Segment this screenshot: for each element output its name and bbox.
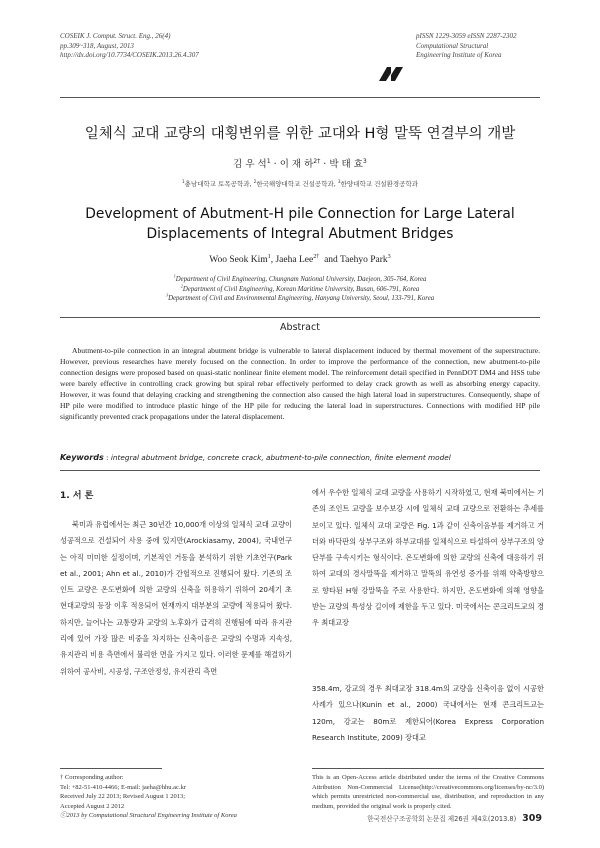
- corresponding-author-footnote: † Corresponding author: Tel: +82-51-410-4466; E-mail: jaeha@hhu.ac.kr Received July 22 2013; Revised August 1 2013; Accepted August 2 2012 ⓒ2013 by Computational Structural Engineering Institute of Korea: [60, 774, 237, 819]
- journal-logo-icon: [378, 66, 404, 82]
- body-right-column: 에서 우수한 일체식 교대 교량을 사용하기 시작하였고, 현재 북미에서는 기존의 조인트 교량을 보수보강 시에 일체식 교대 교량으로 전환하는 추세를 보이고 있다. 일체식 교대 교량은 Fig. 1과 같이 신축이음부를 제거하고 거더와 바닥판의 상부구조와 하부교대를 일체식으로 타설하여 상부구조의 양단부를 구속시키는 형식이다. 온도변화에 의한 교량의 신축에 대응하기 위하여 교대의 경사말뚝을 제거하고 말뚝의 유연성 증가를 위해 약축방향으로 향타된 H형 강말뚝을 주로 사용한다. 하지만, 온도변화에 의해 영향을 받는 교량의 특성상 길이에 제한을 두고 있다. 미국에서는 콘크리트교의 경우 최대교장: [312, 488, 544, 628]
- footnote-rule-right: [312, 768, 544, 769]
- publisher-line-2: Engineering Institute of Korea: [416, 51, 502, 59]
- publisher-line-1: Computational Structural: [416, 41, 489, 50]
- abstract-body: Abutment-to-pile connection in an integral abutment bridge is vulnerable to lateral displacement induced by thermal movement of the superstructure. However, previous researches have merely focused on the connection. In order to improve the performance of the connection, new abutment-to-pile connection designs were proposed based on quasi-static nonlinear finite element model. The reinforcement detail specified in PennDOT DM4 and HSS tube were barely effective in controlling crack growing but spiral rebar effectively performed to delay crack growth as well as absorbing energy capacity. However, it was found that delaying cracking and strengthening the connection also caused the high lateral load in superstructures. Consequently, shape of HP pile were modified to introduce plastic hinge of the HP pile for reducing the lateral load in superstructures. Connections with modified HP pile significantly prevented crack propagations under the lateral displacement.: [60, 346, 540, 421]
- section-heading: 1. 서 론: [60, 491, 94, 501]
- journal-header-right: [416, 32, 517, 61]
- affiliations-korean: $^1$충남대학교 토목공학과, $^2$한국해양대학교 건설공학과, $^3$한양대학교 건설환경공학과: [181, 178, 419, 188]
- page-number: 309: [522, 813, 542, 824]
- keywords-bottom-rule: [60, 470, 540, 471]
- body-left-column: 북미과 유럽에서는 최근 30년간 10,000개 이상의 일체식 교대 교량이 성공적으로 건설되어 사용 중에 있지만(Arockiasamy, 2004), 국내연구는 아직 미미한 실정이며, 기본적인 거동을 분석하기 위한 기초연구(Park et al., 2001; Ahn et al., 2010)가 간헐적으로 진행되어 왔다. 기존의 조인트 교량은 온도변화에 의한 교량의 신축을 허용하기 위하여 20세기 초 현대교량의 등장 이후 적용되어 현재까지 대부분의 교량에 적용되어 왔다. 하지만, 늘어나는 교통량과 교량의 노후화가 급격히 진행됨에 따라 유지관리에 있어 가장 많은 비중을 차지하는 신축이음은 교량의 수명과 지속성, 유지관리 비용 측면에서 불리한 면을 가지고 있다. 이러한 문제를 해결하기 위하여 공사비, 시공성, 구조안정성, 유지관리 측면: [60, 520, 292, 676]
- title-english: Development of Abutment-H pile Connection for Large Lateral Displacements of Integral Abutment Bridges: [85, 206, 515, 242]
- header-divider: [60, 97, 540, 98]
- footnote-rule-left: [60, 768, 162, 769]
- doi-link[interactable]: http://dx.doi.org/10.7734/COSEIK.2013.26.4.307: [60, 51, 199, 59]
- keywords-text: integral abutment bridge, concrete crack, abutment-to-pile connection, finite element model: [110, 453, 451, 462]
- authors-korean: 김 우 석$^1$ · 이 재 하$^{2\dagger}$ · 박 태 효$^3$: [233, 157, 367, 170]
- page-footer: [312, 813, 542, 824]
- journal-citation: COSEIK J. Comput. Struct. Eng., 26(4): [60, 32, 171, 40]
- keywords-label: Keywords: [60, 453, 104, 462]
- journal-pages: pp.309~318, August, 2013: [60, 41, 134, 50]
- journal-footer-text: 한국전산구조공학회 논문집 제26권 제4호(2013.8): [367, 815, 517, 823]
- title-korean: 일체식 교대 교량의 대횡변위를 위한 교대와 H형 말뚝 연결부의 개발: [84, 126, 516, 142]
- body-right-column-continued: 358.4m, 강교의 경우 최대교장 318.4m의 교량을 신축이음 없이 시공한 사례가 있으나(Kunin et al., 2000) 국내에서는 현재 콘크리트교는 120m, 강교는 80m로 제한되어(Korea Express Corporation Research Institute, 2009) 장대교: [312, 684, 544, 742]
- issn: pISSN 1229-3059 eISSN 2287-2302: [416, 32, 517, 40]
- authors-english: Woo Seok Kim$^1$, Jaeha Lee$^{2\dagger}$ and Taehyo Park$^3$: [209, 253, 391, 265]
- affiliations-english: $^1$Department of Civil Engineering, Chungnam National University, Daejeon, 305-764, Korea $^2$Department of Civil Engineering, Korean Maritime University, Busan, 606-791, Korea $^3$Department of Civil and Environmental Engineering, Hanyang University, Seoul, 133-791, Korea: [165, 273, 435, 302]
- abstract-top-rule: [60, 317, 540, 318]
- open-access-notice: This is an Open-Access article distributed under the terms of the Creative Commons Attribution Non-Commercial License(http://creativecommons.org/licenses/by-nc/3.0) which permits unrestricted non-commercial use, distribution, and reproduction in any medium, provided the original work is properly cited.: [312, 774, 544, 810]
- keywords: Keywords : integral abutment bridge, concrete crack, abutment-to-pile connection, finite element model: [60, 453, 451, 462]
- journal-header-left: [60, 32, 199, 61]
- abstract-heading: Abstract: [280, 322, 320, 333]
